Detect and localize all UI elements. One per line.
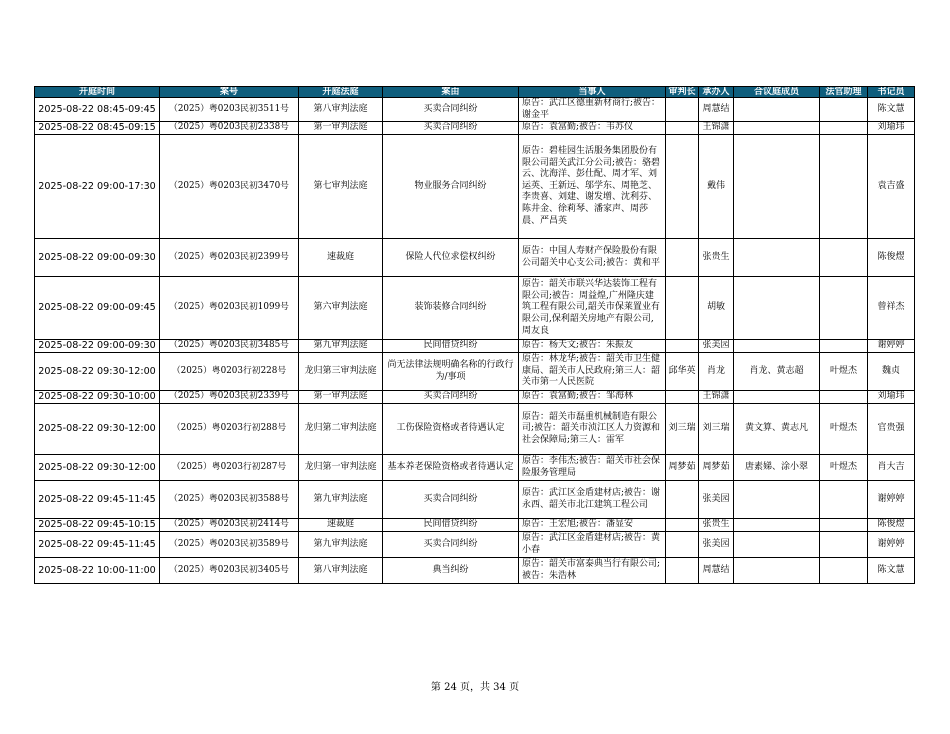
cell-time: 2025-08-22 09:00-17:30 [35, 135, 160, 239]
cell-case-no: （2025）粤0203民初2339号 [160, 391, 299, 404]
cell-time: 2025-08-22 09:30-12:00 [35, 404, 160, 455]
cell-assistant [820, 340, 868, 353]
cell-clerk: 谢婷婷 [868, 340, 915, 353]
page-number: 第 24 页，共 34 页 [430, 682, 520, 693]
cell-case-no: （2025）粤0203行初288号 [160, 404, 299, 455]
table-row [35, 239, 915, 277]
table-row [35, 340, 915, 353]
cell-time: 2025-08-22 09:00-09:45 [35, 277, 160, 340]
cell-assistant [820, 239, 868, 277]
cell-parties: 原告：韶关市磊重机械制造有限公司;被告：韶关市浈江区人力资源和社会保障局;第三人：雷军 [519, 404, 666, 455]
cell-parties: 原告：韶关市富泰典当行有限公司;被告：朱浩林 [519, 558, 666, 584]
cell-clerk: 刘瑜玮 [868, 122, 915, 135]
cell-handler: 刘三瑞 [699, 404, 734, 455]
cell-handler: 张美园 [699, 481, 734, 519]
cell-assistant: 叶煜杰 [820, 455, 868, 481]
col-header-assistant: 法官助理 [820, 87, 868, 98]
cell-presiding [666, 98, 699, 122]
cell-parties: 原告：袁富勤;被告：韦苏仪 [519, 122, 666, 135]
cell-handler: 胡敏 [699, 277, 734, 340]
cell-time: 2025-08-22 09:00-09:30 [35, 340, 160, 353]
cell-cause: 工伤保险资格或者待遇认定 [383, 404, 519, 455]
table-row [35, 404, 915, 455]
cell-handler: 王锦潇 [699, 391, 734, 404]
table-row [35, 98, 915, 122]
cell-clerk: 袁吉盛 [868, 135, 915, 239]
table-row [35, 277, 915, 340]
cell-handler: 王锦潇 [699, 122, 734, 135]
cell-cause: 尚无法律法规明确名称的行政行为/事项 [383, 353, 519, 391]
cell-case-no: （2025）粤0203民初3588号 [160, 481, 299, 519]
cell-panel [734, 340, 820, 353]
cell-court: 第六审判法庭 [299, 277, 383, 340]
cell-court: 龙归第二审判法庭 [299, 404, 383, 455]
cell-clerk: 陈文慧 [868, 558, 915, 584]
cell-assistant [820, 519, 868, 532]
cell-presiding [666, 135, 699, 239]
cell-handler: 戴伟 [699, 135, 734, 239]
cell-clerk: 刘瑜玮 [868, 391, 915, 404]
cell-handler: 周慧结 [699, 558, 734, 584]
cell-presiding: 周梦茹 [666, 455, 699, 481]
cell-cause: 典当纠纷 [383, 558, 519, 584]
cell-panel: 黄文算、黄志凡 [734, 404, 820, 455]
cell-assistant [820, 135, 868, 239]
cell-clerk: 魏贞 [868, 353, 915, 391]
cell-assistant [820, 277, 868, 340]
cell-handler: 肖龙 [699, 353, 734, 391]
col-header-panel: 合议庭成员 [734, 87, 820, 98]
cell-presiding [666, 391, 699, 404]
cell-parties: 原告：杨天文;被告：朱振友 [519, 340, 666, 353]
cell-time: 2025-08-22 09:45-10:15 [35, 519, 160, 532]
cell-panel [734, 98, 820, 122]
col-header-clerk: 书记员 [868, 87, 915, 98]
cell-court: 第一审判法庭 [299, 391, 383, 404]
cell-court: 龙归第一审判法庭 [299, 455, 383, 481]
cell-court: 第九审判法庭 [299, 481, 383, 519]
cell-presiding [666, 532, 699, 558]
cell-cause: 民间借贷纠纷 [383, 519, 519, 532]
cell-parties: 原告：袁富勤;被告：邹海林 [519, 391, 666, 404]
cell-panel [734, 277, 820, 340]
cell-clerk: 官贵强 [868, 404, 915, 455]
cell-court: 第八审判法庭 [299, 98, 383, 122]
table-row [35, 391, 915, 404]
cell-parties: 原告：武江区金盾建材店;被告：黄小春 [519, 532, 666, 558]
cell-presiding: 邱华英 [666, 353, 699, 391]
table-row [35, 558, 915, 584]
cell-panel [734, 532, 820, 558]
cell-cause: 保险人代位求偿权纠纷 [383, 239, 519, 277]
cell-panel: 唐素娣、涂小翠 [734, 455, 820, 481]
cell-time: 2025-08-22 09:00-09:30 [35, 239, 160, 277]
cell-panel [734, 239, 820, 277]
cell-court: 第八审判法庭 [299, 558, 383, 584]
cell-time: 2025-08-22 08:45-09:45 [35, 98, 160, 122]
cell-cause: 买卖合同纠纷 [383, 98, 519, 122]
cell-parties: 原告：王宏旭;被告：潘显安 [519, 519, 666, 532]
cell-case-no: （2025）粤0203民初1099号 [160, 277, 299, 340]
cell-assistant [820, 122, 868, 135]
cell-cause: 民间借贷纠纷 [383, 340, 519, 353]
cell-presiding [666, 122, 699, 135]
cell-handler: 周慧结 [699, 98, 734, 122]
cell-parties: 原告：武江区金盾建材店;被告：谢永西、韶关市北江建筑工程公司 [519, 481, 666, 519]
cell-case-no: （2025）粤0203民初3511号 [160, 98, 299, 122]
cell-court: 第九审判法庭 [299, 532, 383, 558]
cell-cause: 买卖合同纠纷 [383, 122, 519, 135]
cell-court: 龙归第三审判法庭 [299, 353, 383, 391]
cell-assistant [820, 98, 868, 122]
cell-time: 2025-08-22 09:45-11:45 [35, 532, 160, 558]
cell-court: 速裁庭 [299, 519, 383, 532]
table-row [35, 532, 915, 558]
cell-cause: 买卖合同纠纷 [383, 391, 519, 404]
cell-case-no: （2025）粤0203民初3485号 [160, 340, 299, 353]
cell-panel [734, 558, 820, 584]
cell-clerk: 曾祥杰 [868, 277, 915, 340]
cell-presiding: 刘三瑞 [666, 404, 699, 455]
table-row [35, 353, 915, 391]
cell-time: 2025-08-22 09:45-11:45 [35, 481, 160, 519]
cell-clerk: 肖大吉 [868, 455, 915, 481]
header-row [35, 87, 915, 98]
cell-assistant: 叶煜杰 [820, 353, 868, 391]
cell-panel [734, 481, 820, 519]
cell-court: 第九审判法庭 [299, 340, 383, 353]
cell-case-no: （2025）粤0203行初287号 [160, 455, 299, 481]
cell-parties: 原告：林龙华;被告：韶关市卫生健康局、韶关市人民政府;第三人：韶关市第一人民医院 [519, 353, 666, 391]
cell-handler: 张贵生 [699, 239, 734, 277]
cell-panel [734, 391, 820, 404]
col-header-cause: 案由 [383, 87, 519, 98]
cell-cause: 物业服务合同纠纷 [383, 135, 519, 239]
cell-case-no: （2025）粤0203民初3405号 [160, 558, 299, 584]
cell-assistant [820, 391, 868, 404]
cell-handler: 周梦茹 [699, 455, 734, 481]
cell-presiding [666, 558, 699, 584]
cell-cause: 买卖合同纠纷 [383, 532, 519, 558]
table-row [35, 455, 915, 481]
cell-panel [734, 122, 820, 135]
table-row [35, 481, 915, 519]
cell-time: 2025-08-22 08:45-09:15 [35, 122, 160, 135]
cell-court: 速裁庭 [299, 239, 383, 277]
cell-time: 2025-08-22 10:00-11:00 [35, 558, 160, 584]
cell-handler: 张美园 [699, 532, 734, 558]
cell-assistant [820, 532, 868, 558]
cell-parties: 原告：李伟杰;被告：韶关市社会保险服务管理局 [519, 455, 666, 481]
cell-presiding [666, 481, 699, 519]
cell-cause: 装饰装修合同纠纷 [383, 277, 519, 340]
cell-clerk: 谢婷婷 [868, 532, 915, 558]
cell-clerk: 陈俊熤 [868, 239, 915, 277]
cell-presiding [666, 340, 699, 353]
col-header-case-no: 案号 [160, 87, 299, 98]
cell-panel [734, 135, 820, 239]
cell-parties: 原告：碧桂园生活服务集团股份有限公司韶关武江分公司;被告：骆碧云、沈海洋、彭仕配、周才军、刘运英、王新远、邬学东、周艳芝、李贵喜、刘建、谢发增、沈利芬、陈井金、徐莉琴、潘家声、周莎晨、严昌英 [519, 135, 666, 239]
col-header-handler: 承办人 [699, 87, 734, 98]
col-header-presiding: 审判长 [666, 87, 699, 98]
cell-case-no: （2025）粤0203民初2414号 [160, 519, 299, 532]
cell-presiding [666, 277, 699, 340]
cell-cause: 买卖合同纠纷 [383, 481, 519, 519]
cell-case-no: （2025）粤0203民初2338号 [160, 122, 299, 135]
cell-assistant [820, 558, 868, 584]
col-header-parties: 当事人 [519, 87, 666, 98]
cell-presiding [666, 519, 699, 532]
cell-clerk: 陈俊熤 [868, 519, 915, 532]
cell-case-no: （2025）粤0203民初3470号 [160, 135, 299, 239]
cell-case-no: （2025）粤0203民初2399号 [160, 239, 299, 277]
cell-case-no: （2025）粤0203民初3589号 [160, 532, 299, 558]
cell-cause: 基本养老保险资格或者待遇认定 [383, 455, 519, 481]
cell-clerk: 谢婷婷 [868, 481, 915, 519]
cell-handler: 张贵生 [699, 519, 734, 532]
cell-case-no: （2025）粤0203行初228号 [160, 353, 299, 391]
col-header-time: 开庭时间 [35, 87, 160, 98]
cell-time: 2025-08-22 09:30-12:00 [35, 455, 160, 481]
cell-panel: 肖龙、黄志超 [734, 353, 820, 391]
cell-assistant [820, 481, 868, 519]
cell-parties: 原告：中国人寿财产保险股份有限公司韶关中心支公司;被告：黄和平 [519, 239, 666, 277]
cell-clerk: 陈文慧 [868, 98, 915, 122]
col-header-court: 开庭法庭 [299, 87, 383, 98]
hearing-schedule-table [34, 86, 915, 584]
table-row [35, 135, 915, 239]
cell-panel [734, 519, 820, 532]
cell-parties: 原告：武江区德重新材商行;被告：谢金平 [519, 98, 666, 122]
cell-time: 2025-08-22 09:30-12:00 [35, 353, 160, 391]
cell-assistant: 叶煜杰 [820, 404, 868, 455]
cell-parties: 原告：韶关市联兴华达装饰工程有限公司;被告：周益煌,广州隆庆建筑工程有限公司,韶关市保莱置业有限公司,保利韶关房地产有限公司,周友良 [519, 277, 666, 340]
cell-court: 第七审判法庭 [299, 135, 383, 239]
cell-time: 2025-08-22 09:30-10:00 [35, 391, 160, 404]
table-row [35, 122, 915, 135]
cell-handler: 张美园 [699, 340, 734, 353]
table-row [35, 519, 915, 532]
cell-court: 第一审判法庭 [299, 122, 383, 135]
cell-presiding [666, 239, 699, 277]
